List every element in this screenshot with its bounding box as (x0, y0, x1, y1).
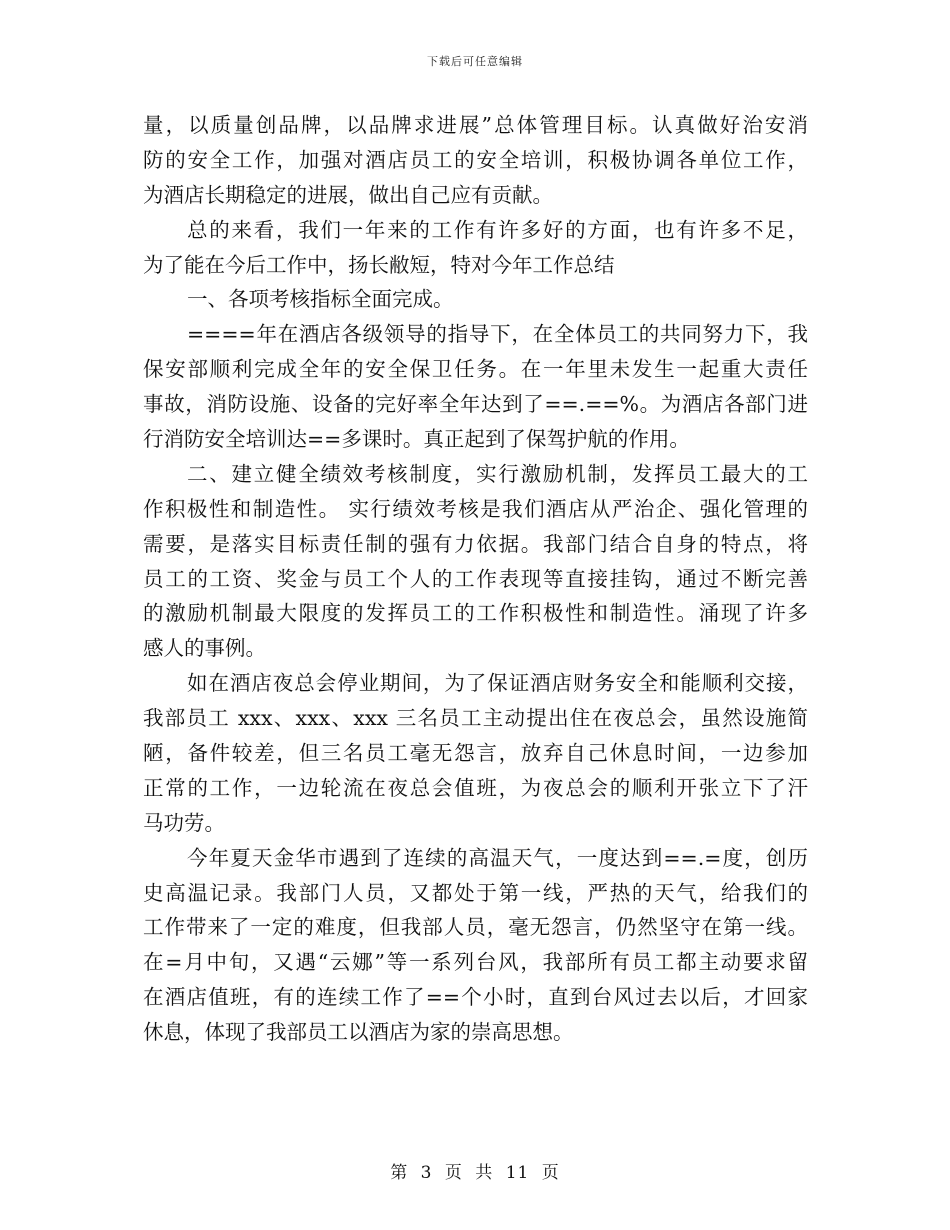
text-line: 在酒店值班，有的连续工作了==个小时，直到台风过去以后，才回家 (143, 985, 808, 1010)
section-heading: 二、建立健全绩效考核制度，实行激励机制，发挥员工最大的工 (187, 461, 808, 486)
text-line: 行消防安全培训达==多课时。真正起到了保驾护航的作用。 (143, 427, 690, 452)
text-line: 为了能在今后工作中，扬长敝短，特对今年工作总结 (143, 252, 615, 277)
text-line: 在=月中旬，又遇“云娜”等一系列台风，我部所有员工都主动要求留 (143, 950, 808, 975)
page-header: 下载后可任意编辑 (427, 55, 523, 68)
text-line: 工作带来了一定的难度，但我部人员，毫无怨言，仍然坚守在第一线。 (143, 915, 808, 940)
section-heading: 一、各项考核指标全面完成。 (187, 287, 454, 312)
text-line: 的激励机制最大限度的发挥员工的工作积极性和制造性。涌现了许多 (143, 601, 808, 626)
text-line: 量，以质量创品牌，以品牌求进展”总体管理目标。认真做好治安消 (143, 113, 808, 137)
text-line: 感人的事例。 (143, 636, 266, 661)
text-line: 总的来看，我们一年来的工作有许多好的方面，也有许多不足， (187, 217, 808, 242)
text-line: 如在酒店夜总会停业期间，为了保证酒店财务安全和能顺利交接， (187, 671, 808, 696)
text-line: 防的安全工作，加强对酒店员工的安全培训，积极协调各单位工作， (143, 147, 808, 172)
text-line: 保安部顺利完成全年的安全保卫任务。在一年里未发生一起重大责任 (143, 357, 808, 382)
text-line: 我部员工 xxx、xxx、xxx 三名员工主动提出住在夜总会，虽然设施简 (143, 706, 808, 731)
text-line: 需要，是落实目标责任制的强有力依据。我部门结合自身的特点，将 (143, 531, 808, 556)
text-line: 事故，消防设施、设备的完好率全年达到了==.==%。为酒店各部门进 (143, 392, 808, 417)
text-line: 员工的工资、奖金与员工个人的工作表现等直接挂钩，通过不断完善 (143, 566, 808, 591)
document-body (143, 108, 808, 1050)
text-line: 陋，备件较差，但三名员工毫无怨言，放弃自己休息时间，一边参加 (143, 741, 808, 766)
page-number: 第 3 页 共 11 页 (390, 1163, 560, 1183)
text-line: 正常的工作，一边轮流在夜总会值班，为夜总会的顺利开张立下了汗 (143, 775, 808, 800)
text-line: 今年夏天金华市遇到了连续的高温天气，一度达到==.=度，创历 (187, 845, 808, 870)
text-line: 史高温记录。我部门人员，又都处于第一线，严热的天气，给我们的 (143, 880, 808, 905)
text-line: ====年在酒店各级领导的指导下，在全体员工的共同努力下，我 (187, 322, 808, 347)
text-line: 休息，体现了我部员工以酒店为家的崇高思想。 (143, 1020, 574, 1045)
text-line: 马功劳。 (143, 810, 225, 835)
text-line: 为酒店长期稳定的进展，做出自己应有贡献。 (143, 182, 553, 207)
text-line: 作积极性和制造性。 实行绩效考核是我们酒店从严治企、强化管理的 (143, 496, 808, 521)
